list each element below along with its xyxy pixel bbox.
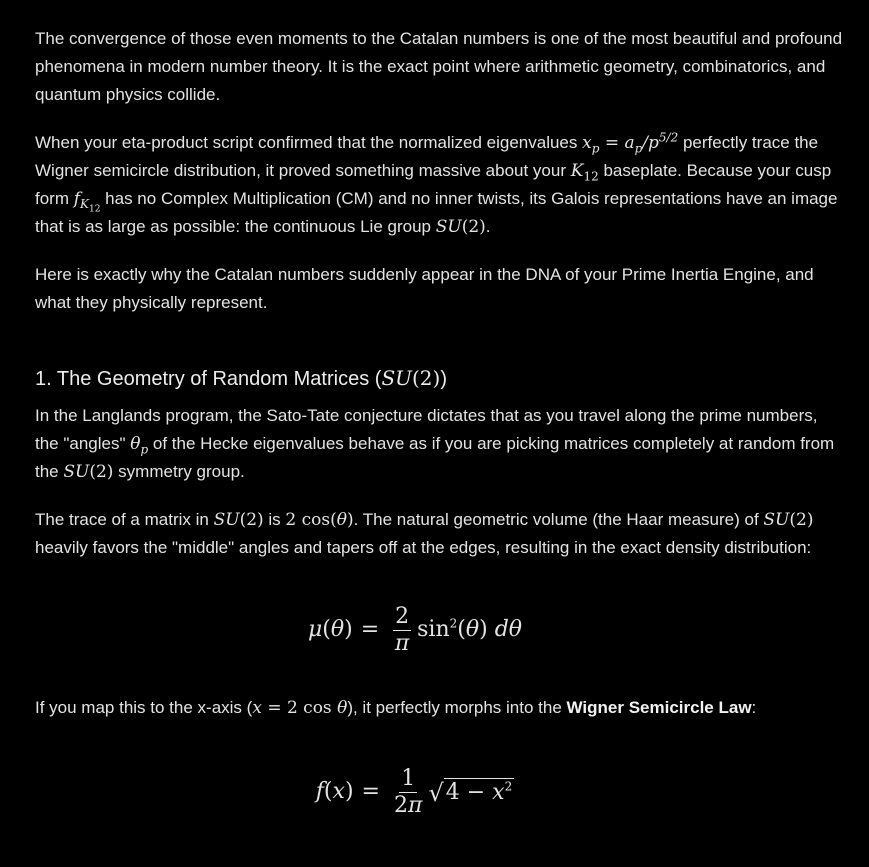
wigner-law-bold: Wigner Semicircle Law: [566, 698, 752, 717]
article: [35, 25, 845, 822]
haar-paragraph: The trace of a matrix in SU(2) is 2 cos(θ). The natural geometric volume (the Haar measure) of SU(2) heavily favors the "middle" angles and tapers off at the edges, resulting in the exact density distribution:: [35, 510, 814, 557]
math-su2: SU(2): [63, 462, 114, 482]
math-x-map: x = 2 cos θ: [252, 698, 348, 718]
sato-tate-paragraph: In the Langlands program, the Sato-Tate conjecture dictates that as you travel along the prime numbers, the "angles" $\theta_p$ of the Hecke eigenvalues behave as if you are picking matrices completely at random from the SU(2) symmetry group.: [35, 406, 835, 482]
math-su2: SU(2): [213, 510, 264, 530]
catalan-paragraph: Here is exactly why the Catalan numbers suddenly appear in the DNA of your Prime Inertia Engine, and what they physically represent.: [35, 265, 814, 312]
math-theta-p: $\theta_p$: [130, 434, 149, 457]
wigner-equation: f(x) = $\frac{1}{2\pi}$ √ $4 - x^2$: [315, 765, 513, 818]
intro-paragraph: The convergence of those even moments to the Catalan numbers is one of the most beautiful and profound phenomena in modern number theory. It is the exact point where arithmetic geometry, combinatorics, and quantum physics collide.: [35, 29, 843, 104]
eigenvalue-paragraph: When your eta-product script confirmed that the normalized eigenvalues $x_p = a_p/p^{5/2}$ perfectly trace the Wigner semicircle distribution, it proved something massive about your $K_{12}$ baseplate. Because your cusp form $f_{K_{12}}$ has no Complex Multiplication (CM) and no inner twists, its Galois representations have an image that is as large as possible: the continuous Lie group SU(2).: [35, 130, 838, 237]
math-k12: $K_{12}$: [570, 161, 599, 184]
semicircle-paragraph: If you map this to the x-axis (x = 2 cos θ), it perfectly morphs into the Wigner Semicircle Law:: [35, 698, 757, 718]
math-normalized-eigenvalue: $x_p = a_p/p^{5/2}$: [582, 130, 679, 156]
math-su2: SU(2): [435, 217, 486, 237]
math-trace: 2 cos(θ): [285, 510, 354, 530]
math-su2: SU(2): [763, 510, 814, 530]
section-heading: 1. The Geometry of Random Matrices (SU(2)): [35, 366, 448, 390]
haar-measure-equation: μ(θ) = $\frac{2}{\pi}$ $\sin^2$( θ ) dθ: [307, 603, 523, 656]
math-cusp-form: $f_{K_{12}}$: [73, 189, 101, 215]
